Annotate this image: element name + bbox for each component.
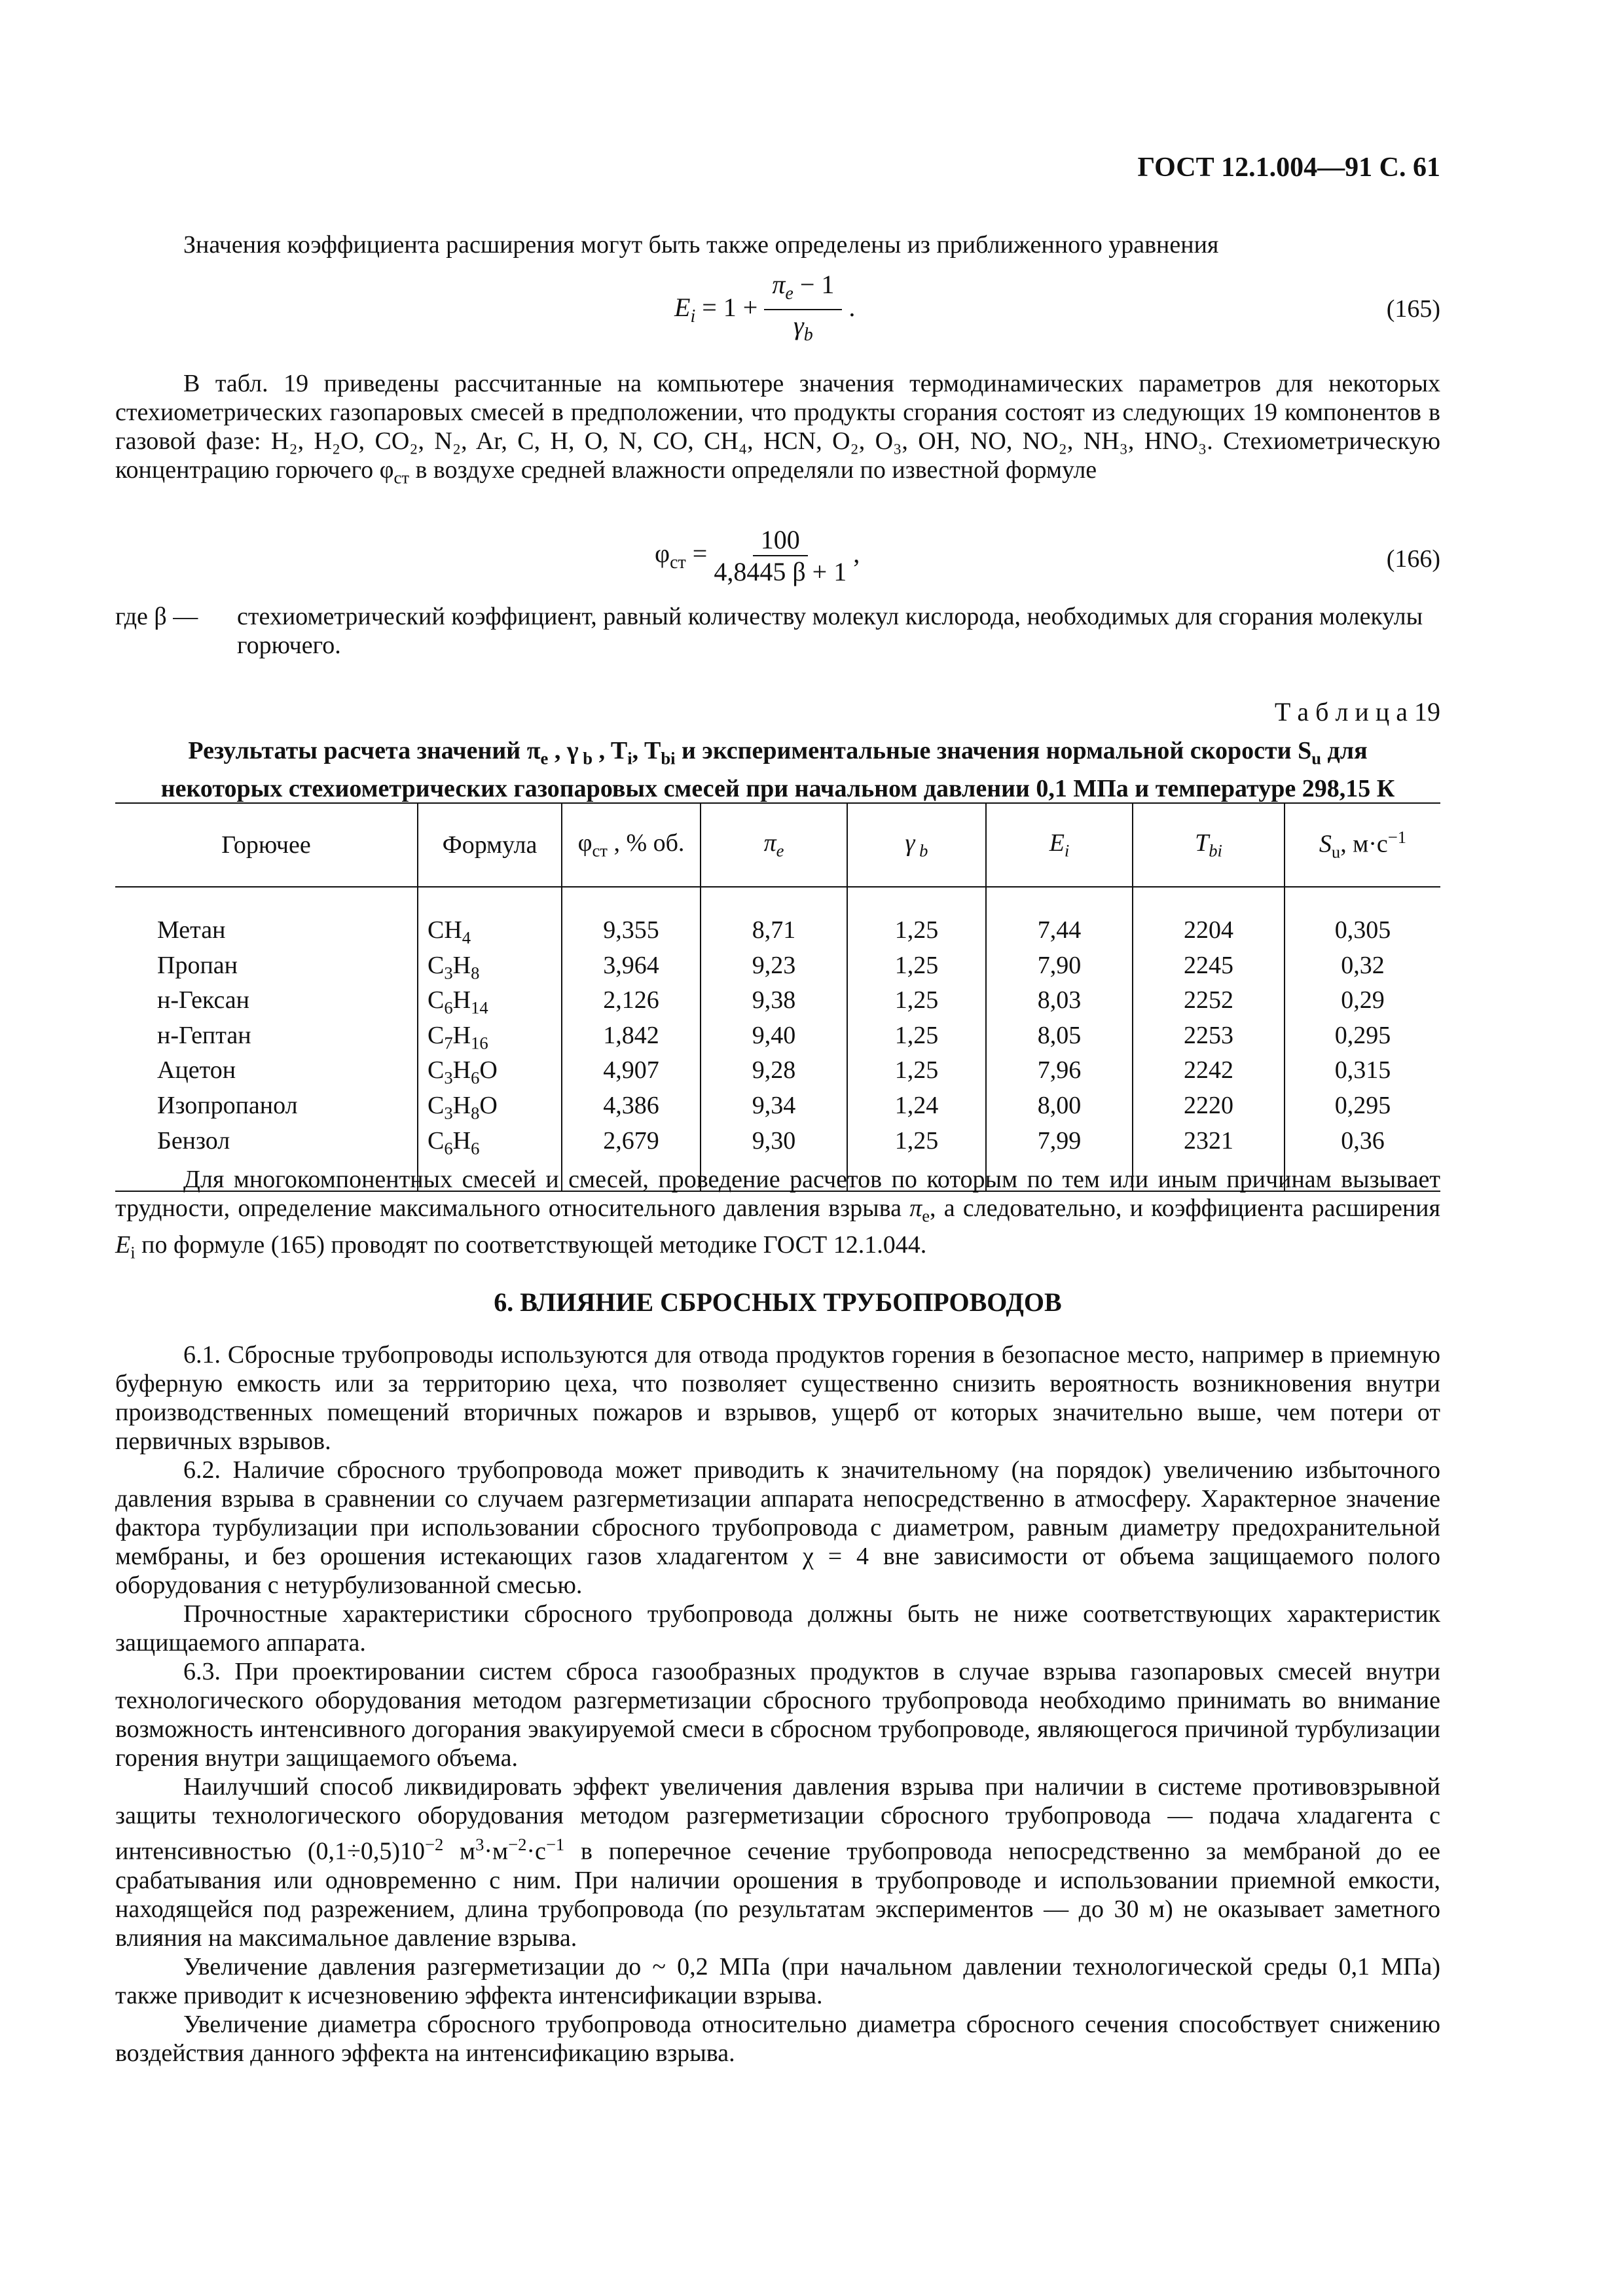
components-list: H₂, H₂O, CO₂, N₂, Ar, C, H, O, N, CO, CH₄, HCN, O₂, O₃, OH, NO, NO₂, NH₃, HNO₃. xyxy=(270,427,1213,455)
hdr-e: E xyxy=(1049,829,1065,857)
cell-s: 0,295 xyxy=(1285,1092,1440,1127)
hdr-t: T xyxy=(1195,829,1209,857)
cell-e: 7,96 xyxy=(986,1056,1133,1092)
col-header-e xyxy=(986,803,1133,887)
where-definition: стехиометрический коэффициент, равный количеству молекул кислорода, необходимых для сгорания молекулы горючего. xyxy=(237,603,1423,659)
cell-pi: 9,30 xyxy=(701,1127,847,1192)
equation-166-number: (166) xyxy=(1386,545,1440,573)
cell-formula xyxy=(418,952,562,987)
eq166-phi: φ xyxy=(655,539,670,569)
table-intro-text-c: в воздухе средней влажности определяли по известной формуле xyxy=(409,456,1097,484)
eq165-numerator xyxy=(764,270,842,310)
page-header: ГОСТ 12.1.004—91 С. 61 xyxy=(1137,152,1440,183)
col-header-formula: Формула xyxy=(418,803,562,887)
eq165-lhs: E xyxy=(674,293,691,323)
eq165-pi-sub: e xyxy=(785,283,793,304)
formula-subscript: 6 xyxy=(444,997,453,1018)
formula-element: H xyxy=(452,951,471,979)
best-sup-2: 3 xyxy=(475,1835,484,1854)
eq165-denominator xyxy=(793,310,813,351)
formula-subscript: 6 xyxy=(471,1138,480,1158)
cell-phi: 1,842 xyxy=(562,1022,701,1057)
caption-sub-bi: bi xyxy=(661,748,676,768)
equation-165 xyxy=(674,270,855,351)
hdr-t-sub: bi xyxy=(1209,840,1222,861)
table-caption xyxy=(115,736,1440,804)
formula-element: H xyxy=(452,1091,471,1119)
formula-subscript: 14 xyxy=(471,997,488,1018)
hdr-phi-sub: ст xyxy=(592,840,608,861)
cell-phi: 4,907 xyxy=(562,1056,701,1092)
table-row xyxy=(115,887,1440,952)
formula-element: C xyxy=(428,986,445,1014)
formula-subscript: 7 xyxy=(444,1033,453,1053)
cell-e: 7,90 xyxy=(986,952,1133,987)
phi-symbol: φ xyxy=(379,456,394,484)
eq165-num-rest: − 1 xyxy=(793,270,835,299)
col-header-phi xyxy=(562,803,701,887)
table-header-row xyxy=(115,803,1440,887)
hdr-s-sub: u xyxy=(1331,842,1341,862)
eq166-tail: , xyxy=(847,539,860,569)
table-row xyxy=(115,952,1440,987)
cell-pi: 9,38 xyxy=(701,986,847,1022)
formula-subscript: 4 xyxy=(462,927,471,948)
phi-sub: ст xyxy=(393,467,409,488)
eq166-denominator: 4,8445 β + 1 xyxy=(714,557,847,586)
cell-e: 7,44 xyxy=(986,887,1133,952)
formula-subscript: 3 xyxy=(444,1067,453,1088)
cell-pi: 9,34 xyxy=(701,1092,847,1127)
cell-s: 0,315 xyxy=(1285,1056,1440,1092)
caption-sub-b: b xyxy=(578,748,593,768)
hdr-pi-sub: e xyxy=(776,840,784,861)
results-table xyxy=(115,802,1440,1192)
paragraph-diameter: Увеличение диаметра сбросного трубопровода относительно диаметра сбросного сечения способствует снижению воздействия данного эффекта на интенсификацию взрыва. xyxy=(115,2010,1440,2067)
cell-t: 2242 xyxy=(1133,1056,1285,1092)
cell-s: 0,36 xyxy=(1285,1127,1440,1192)
formula-element: C xyxy=(428,1126,445,1155)
caption-text-4: , T xyxy=(632,737,661,764)
table-intro-paragraph xyxy=(115,369,1440,492)
formula-subscript: 8 xyxy=(471,1103,480,1123)
table-row xyxy=(115,1022,1440,1057)
caption-text-6: для xyxy=(1321,737,1368,764)
hdr-phi-rest: , % об. xyxy=(607,829,685,857)
multi-e-sub: i xyxy=(130,1242,136,1263)
col-header-t xyxy=(1133,803,1285,887)
paragraph-6-1: 6.1. Сбросные трубопроводы используются для отвода продуктов горения в безопасное место, например в приемную буферную емкость или за территорию цеха, что позволяет существенно снизить вероятность возникновения внутри производственных помещений вторичных пожаров и взрывов, ущерб от которых значительно выше, чем потери от первичных взрывов. xyxy=(115,1341,1440,1455)
cell-pi: 9,40 xyxy=(701,1022,847,1057)
paragraph-6-2-strength: Прочностные характеристики сбросного трубопровода должны быть не ниже соответствующих характеристик защищаемого аппарата. xyxy=(115,1600,1440,1657)
cell-t: 2321 xyxy=(1133,1127,1285,1192)
where-label: где β — xyxy=(115,603,198,630)
formula-subscript: 6 xyxy=(444,1138,453,1158)
table-row xyxy=(115,1056,1440,1092)
table-caption-line-1 xyxy=(115,736,1440,774)
intro-paragraph: Значения коэффициента расширения могут быть также определены из приближенного уравнения xyxy=(183,231,1219,259)
cell-gamma: 1,25 xyxy=(847,887,986,952)
cell-s: 0,295 xyxy=(1285,1022,1440,1057)
cell-fuel-name: Пропан xyxy=(157,951,238,979)
cell-phi: 3,964 xyxy=(562,952,701,987)
cell-gamma: 1,25 xyxy=(847,1056,986,1092)
best-text-c: ·м xyxy=(484,1837,509,1865)
col-header-gamma xyxy=(847,803,986,887)
cell-fuel-name: н-Гексан xyxy=(157,986,249,1014)
cell-t: 2253 xyxy=(1133,1022,1285,1057)
cell-phi: 2,679 xyxy=(562,1127,701,1192)
hdr-pi: π xyxy=(763,829,776,857)
table-row xyxy=(115,1092,1440,1127)
cell-pi: 8,71 xyxy=(701,887,847,952)
cell-gamma: 1,25 xyxy=(847,1022,986,1057)
eq165-lhs-sub: i xyxy=(690,306,696,327)
best-text-d: ·с xyxy=(526,1837,546,1865)
formula-element: O xyxy=(479,1056,498,1085)
cell-fuel-name: н-Гептан xyxy=(157,1021,251,1049)
table-body xyxy=(115,887,1440,1191)
paragraph-pressure: Увеличение давления разгерметизации до ~ 0,2 МПа (при начальном давлении технологической среды 0,1 МПа) также приводит к исчезновению эффекта интенсификации взрыва. xyxy=(115,1952,1440,2009)
cell-fuel-name: Изопропанол xyxy=(157,1091,298,1119)
hdr-e-sub: i xyxy=(1064,840,1070,861)
cell-t: 2220 xyxy=(1133,1092,1285,1127)
eq166-eq: = xyxy=(685,539,714,569)
equation-166 xyxy=(655,525,860,588)
formula-element: H xyxy=(452,1056,471,1085)
multi-e: E xyxy=(115,1230,131,1259)
col-header-pi xyxy=(701,803,847,887)
cell-pi: 9,28 xyxy=(701,1056,847,1092)
paragraph-6-3: 6.3. При проектировании систем сброса газообразных продуктов в случае взрыва газопаровых смесей внутри технологического оборудования методом разгерметизации сбросного трубопровода необходимо принимать во внимание возможность интенсивного догорания эвакуируемой смеси в сбросном трубопроводе, являющегося причиной турбулизации горения внутри защищаемого объема. xyxy=(115,1658,1440,1772)
formula-element: H xyxy=(452,986,471,1014)
formula-element: C xyxy=(428,1021,445,1049)
table-intro-text-b: Стехиометрическую концентрацию горючего xyxy=(115,427,1440,484)
cell-formula xyxy=(418,1092,562,1127)
cell-phi: 2,126 xyxy=(562,986,701,1022)
cell-s: 0,32 xyxy=(1285,952,1440,987)
cell-gamma: 1,25 xyxy=(847,986,986,1022)
eq166-phi-sub: ст xyxy=(670,552,686,573)
cell-s: 0,305 xyxy=(1285,887,1440,952)
cell-phi: 9,355 xyxy=(562,887,701,952)
multi-text-c: по формуле (165) проводят по соответствующей методике ГОСТ 12.1.044. xyxy=(135,1230,927,1259)
cell-gamma: 1,25 xyxy=(847,952,986,987)
hdr-s: S xyxy=(1319,831,1332,859)
eq165-fraction xyxy=(764,270,842,351)
cell-formula xyxy=(418,1056,562,1092)
section-6-heading: 6. ВЛИЯНИЕ СБРОСНЫХ ТРУБОПРОВОДОВ xyxy=(494,1287,1062,1317)
caption-sub-i: i xyxy=(627,748,632,768)
cell-pi: 9,23 xyxy=(701,952,847,987)
cell-fuel-name: Ацетон xyxy=(157,1056,236,1085)
formula-element: C xyxy=(428,1056,445,1085)
caption-text-5: и экспериментальные значения нормальной скорости S xyxy=(675,737,1312,764)
table-caption-line-2: некоторых стехиометрических газопаровых смесей при начальном давлении 0,1 МПа и температуре 298,15 К xyxy=(160,774,1395,802)
hdr-gamma: γ xyxy=(905,829,915,857)
cell-gamma: 1,24 xyxy=(847,1092,986,1127)
section-6-body xyxy=(115,1340,1440,2068)
col-header-fuel: Горючее xyxy=(115,803,418,887)
equation-165-number: (165) xyxy=(1386,295,1440,323)
table-intro-text-a: В табл. 19 приведены рассчитанные на компьютере значения термодинамических параметров для некоторых стехиометрических газопаровых смесей в предположении, что продукты сгорания состоят из следующих 19 компонентов в газовой фазе: xyxy=(115,370,1440,455)
hdr-s-rest: , м·с xyxy=(1340,831,1388,859)
multi-pi-sub: e xyxy=(922,1206,930,1226)
eq165-eq: = 1 + xyxy=(695,293,765,323)
best-text-a: Наилучший способ ликвидировать эффект увеличения давления взрыва при наличии в системе противовзрывной защиты технологического оборудования методом разгерметизации сбросного трубопровода — подача хладагента с интенсивностью (0,1÷0,5)10 xyxy=(115,1773,1440,1865)
formula-element: CH xyxy=(428,916,462,944)
cell-phi: 4,386 xyxy=(562,1092,701,1127)
caption-sub-e: e xyxy=(540,748,549,768)
eq166-numerator: 100 xyxy=(753,525,808,556)
hdr-phi: φ xyxy=(577,829,593,857)
cell-formula xyxy=(418,1022,562,1057)
eq165-gamma-sub: b xyxy=(803,325,813,345)
cell-formula xyxy=(418,986,562,1022)
eq165-tail: . xyxy=(842,293,856,323)
cell-gamma: 1,25 xyxy=(847,1127,986,1192)
caption-text-3: , T xyxy=(593,737,628,764)
eq165-gamma: γ xyxy=(793,311,804,340)
formula-subscript: 6 xyxy=(471,1067,480,1088)
multicomponent-paragraph xyxy=(115,1165,1440,1266)
formula-element: C xyxy=(428,1091,445,1119)
best-sup-4: −1 xyxy=(545,1835,565,1854)
cell-t: 2245 xyxy=(1133,952,1285,987)
best-text-b: м xyxy=(443,1837,476,1865)
caption-text-2: , γ xyxy=(548,737,579,764)
cell-e: 8,05 xyxy=(986,1022,1133,1057)
multi-pi: π xyxy=(909,1194,922,1222)
formula-subscript: 3 xyxy=(444,1103,453,1123)
eq165-pi: π xyxy=(772,270,786,299)
formula-element: H xyxy=(452,1021,471,1049)
hdr-gamma-sub: b xyxy=(915,840,928,861)
formula-subscript: 8 xyxy=(471,963,480,983)
formula-element: C xyxy=(428,951,445,979)
paragraph-best-method xyxy=(115,1772,1440,1952)
best-sup-1: −2 xyxy=(425,1835,444,1854)
best-sup-3: −2 xyxy=(508,1835,527,1854)
caption-sub-u: u xyxy=(1311,748,1322,768)
table-label: Т а б л и ц а 19 xyxy=(1274,697,1440,726)
eq166-fraction xyxy=(714,525,847,588)
paragraph-6-2: 6.2. Наличие сбросного трубопровода может приводить к значительному (на порядок) увеличению избыточного давления взрыва в сравнении со случаем разгерметизации аппарата непосредственно в атмосферу. Характерное значение фактора турбулизации при использовании сбросного трубопровода с диаметром, равным диаметру предохранительной мембраны, и без орошения истекающих газов хладагентом χ = 4 вне зависимости от объема защищаемого полого оборудования с нетурбулизованной смесью. xyxy=(115,1456,1440,1599)
cell-s: 0,29 xyxy=(1285,986,1440,1022)
multi-text-a: Для многокомпонентных смесей и смесей, проведение расчетов по которым по тем или иным причинам вызывает трудности, определение максимального относительного давления взрыва xyxy=(115,1166,1440,1222)
cell-e: 8,03 xyxy=(986,986,1133,1022)
formula-subscript: 16 xyxy=(471,1033,488,1053)
multi-text-b: , а следовательно, и коэффициента расширения xyxy=(930,1194,1440,1222)
formula-element: H xyxy=(452,1126,471,1155)
caption-text-1: Результаты расчета значений π xyxy=(188,737,541,764)
col-header-s xyxy=(1285,803,1440,887)
cell-e: 8,00 xyxy=(986,1092,1133,1127)
cell-fuel-name: Бензол xyxy=(115,1127,418,1192)
cell-t: 2204 xyxy=(1133,887,1285,952)
table-row xyxy=(115,986,1440,1022)
best-text-e: в поперечное сечение трубопровода непосредственно за мембраной до ее срабатывания или одновременно с ним. При наличии орошения в трубопроводе и использовании приемной емкости, находящейся под разрежением, длина трубопровода (по результатам экспериментов — до 30 м) не оказывает заметного влияния на максимальное давление взрыва. xyxy=(115,1837,1440,1952)
hdr-s-sup: −1 xyxy=(1387,827,1407,848)
cell-t: 2252 xyxy=(1133,986,1285,1022)
formula-subscript: 3 xyxy=(444,963,453,983)
cell-fuel-name: Метан xyxy=(157,916,226,944)
cell-e: 7,99 xyxy=(986,1127,1133,1192)
formula-element: O xyxy=(479,1091,498,1119)
cell-formula xyxy=(418,887,562,952)
